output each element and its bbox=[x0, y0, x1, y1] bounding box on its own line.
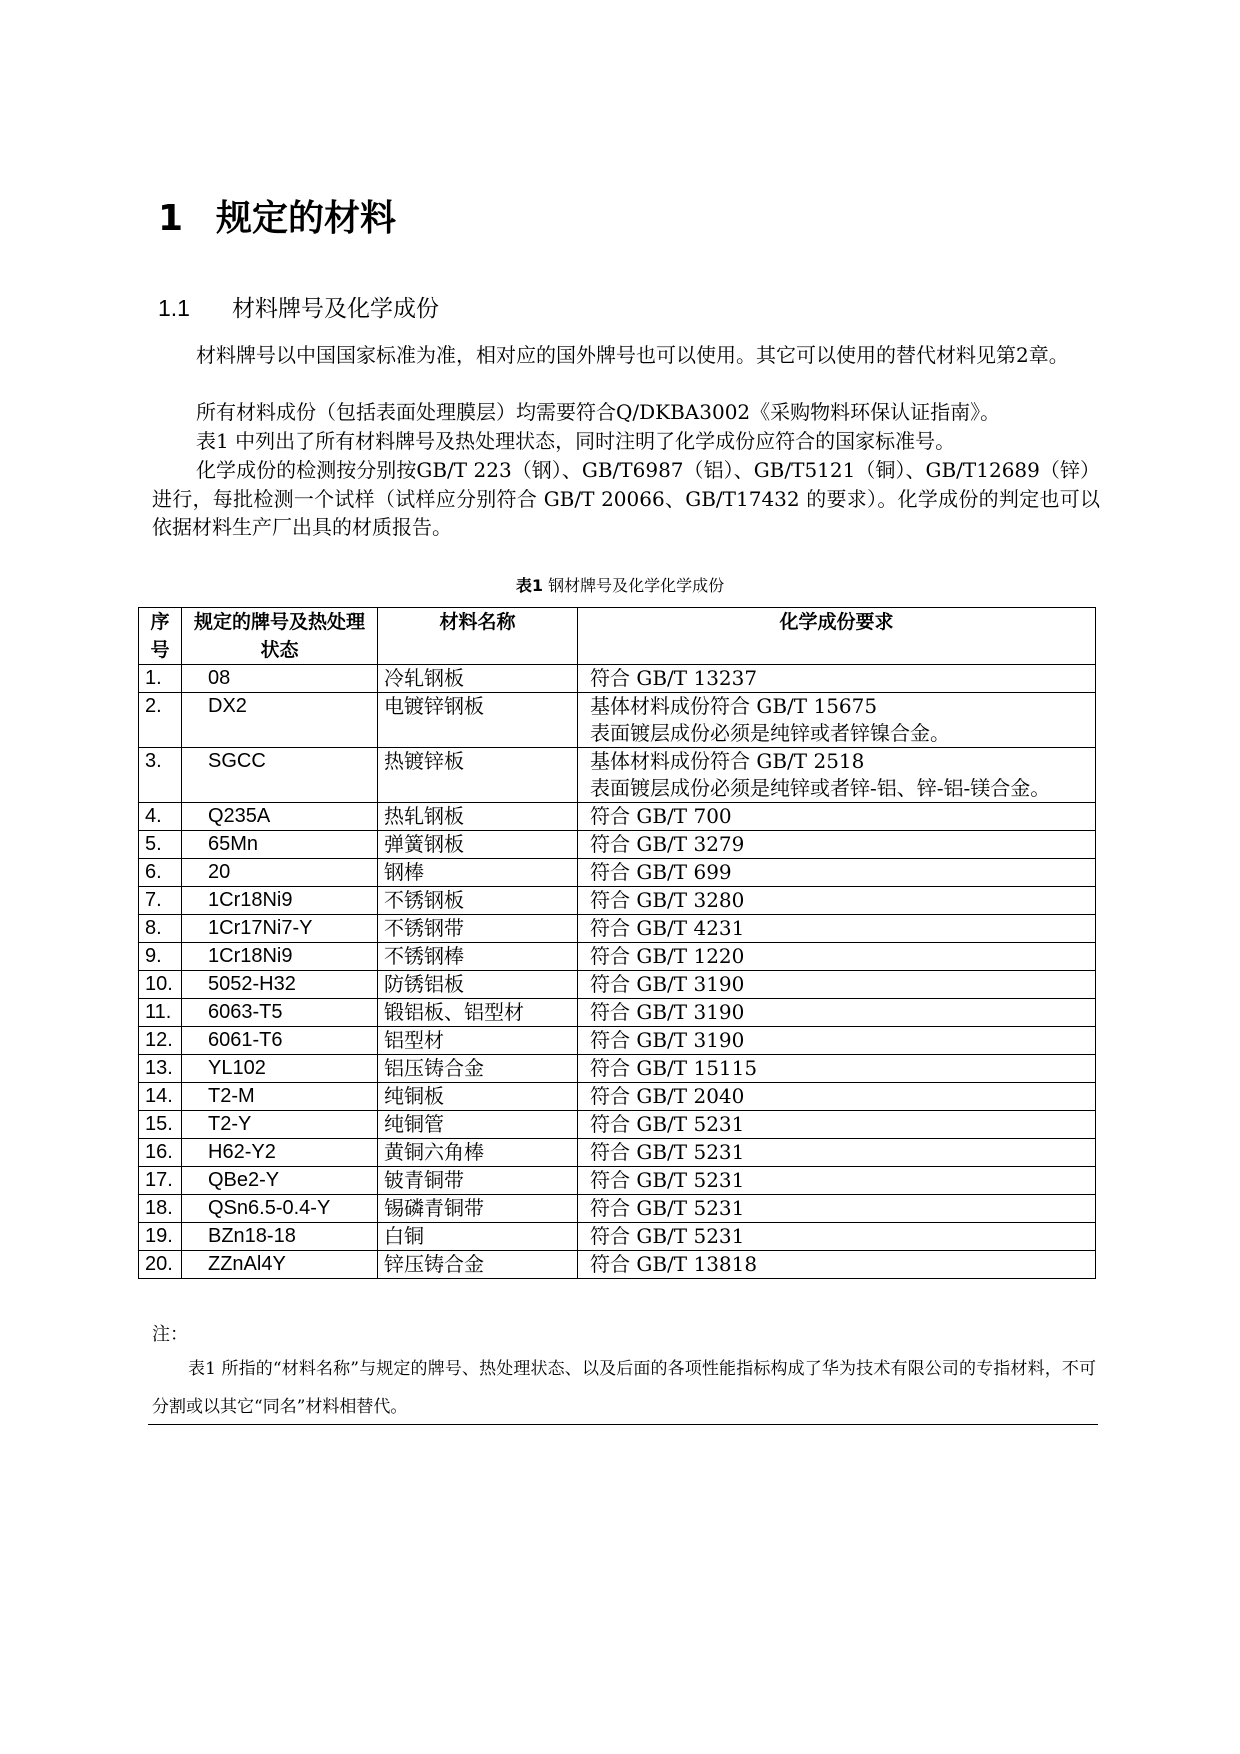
table-row bbox=[139, 1111, 1096, 1139]
row-chemical-requirement bbox=[578, 1167, 1096, 1195]
row-index: 8. bbox=[139, 915, 182, 943]
table-row bbox=[139, 943, 1096, 971]
requirement-line: 表面镀层成份必须是纯锌或者锌-铝、锌-铝-镁合金。 bbox=[590, 776, 1051, 800]
row-material-name: 电镀锌钢板 bbox=[378, 693, 578, 748]
materials-table bbox=[138, 607, 1096, 1279]
header-grade: 规定的牌号及热处理状态 bbox=[182, 608, 378, 665]
row-grade: 6061-T6 bbox=[182, 1027, 378, 1055]
table-row bbox=[139, 1055, 1096, 1083]
row-grade: SGCC bbox=[182, 748, 378, 803]
row-grade: ZZnAl4Y bbox=[182, 1251, 378, 1279]
row-chemical-requirement bbox=[578, 831, 1096, 859]
row-index: 3. bbox=[139, 748, 182, 803]
row-material-name: 黄铜六角棒 bbox=[378, 1139, 578, 1167]
row-material-name: 铍青铜带 bbox=[378, 1167, 578, 1195]
row-grade: 1Cr17Ni7-Y bbox=[182, 915, 378, 943]
note-label: 注： bbox=[152, 1324, 188, 1345]
row-grade: YL102 bbox=[182, 1055, 378, 1083]
row-grade: QBe2-Y bbox=[182, 1167, 378, 1195]
row-index: 17. bbox=[139, 1167, 182, 1195]
row-material-name: 不锈钢棒 bbox=[378, 943, 578, 971]
row-index: 16. bbox=[139, 1139, 182, 1167]
row-chemical-requirement bbox=[578, 1055, 1096, 1083]
row-chemical-requirement bbox=[578, 915, 1096, 943]
paragraph: 材料牌号以中国国家标准为准，相对应的国外牌号也可以使用。其它可以使用的替代材料见第2章。 bbox=[196, 343, 1069, 367]
row-chemical-requirement bbox=[578, 748, 1096, 803]
table-row bbox=[139, 693, 1096, 748]
row-chemical-requirement bbox=[578, 1195, 1096, 1223]
requirement-line: 符合 GB/T 1220 bbox=[590, 944, 745, 968]
row-material-name: 白铜 bbox=[378, 1223, 578, 1251]
requirement-line: 符合 GB/T 5231 bbox=[590, 1140, 745, 1164]
row-grade: 08 bbox=[182, 665, 378, 693]
row-material-name: 不锈钢板 bbox=[378, 887, 578, 915]
requirement-line: 符合 GB/T 5231 bbox=[590, 1224, 745, 1248]
row-grade: DX2 bbox=[182, 693, 378, 748]
row-grade: 20 bbox=[182, 859, 378, 887]
row-index: 4. bbox=[139, 803, 182, 831]
row-chemical-requirement bbox=[578, 943, 1096, 971]
row-index: 20. bbox=[139, 1251, 182, 1279]
table-caption bbox=[0, 573, 1240, 596]
row-chemical-requirement bbox=[578, 859, 1096, 887]
row-material-name: 不锈钢带 bbox=[378, 915, 578, 943]
row-material-name: 锌压铸合金 bbox=[378, 1251, 578, 1279]
subsection-title: 材料牌号及化学成份 bbox=[232, 295, 439, 321]
row-grade: 1Cr18Ni9 bbox=[182, 887, 378, 915]
requirement-line: 基体材料成份符合 GB/T 15675 bbox=[590, 694, 878, 718]
row-material-name: 锻铝板、铝型材 bbox=[378, 999, 578, 1027]
table-row bbox=[139, 999, 1096, 1027]
row-material-name: 钢棒 bbox=[378, 859, 578, 887]
row-chemical-requirement bbox=[578, 693, 1096, 748]
table-caption-text: 钢材牌号及化学化学成份 bbox=[543, 576, 725, 595]
table-row bbox=[139, 1251, 1096, 1279]
table-row bbox=[139, 1167, 1096, 1195]
table-row bbox=[139, 665, 1096, 693]
row-chemical-requirement bbox=[578, 1139, 1096, 1167]
row-material-name: 防锈铝板 bbox=[378, 971, 578, 999]
requirement-line: 符合 GB/T 699 bbox=[590, 860, 732, 884]
row-chemical-requirement bbox=[578, 1083, 1096, 1111]
requirement-line: 符合 GB/T 3190 bbox=[590, 972, 745, 996]
table-row bbox=[139, 803, 1096, 831]
row-grade: 5052-H32 bbox=[182, 971, 378, 999]
table-row bbox=[139, 1223, 1096, 1251]
paragraph: 所有材料成份（包括表面处理膜层）均需要符合Q/DKBA3002《采购物料环保认证指南》。 bbox=[196, 400, 1001, 424]
row-index: 18. bbox=[139, 1195, 182, 1223]
header-index: 序号 bbox=[139, 608, 182, 665]
table-row bbox=[139, 831, 1096, 859]
table-row bbox=[139, 859, 1096, 887]
requirement-line: 基体材料成份符合 GB/T 2518 bbox=[590, 749, 865, 773]
row-material-name: 冷轧钢板 bbox=[378, 665, 578, 693]
row-index: 6. bbox=[139, 859, 182, 887]
row-index: 7. bbox=[139, 887, 182, 915]
row-material-name: 纯铜管 bbox=[378, 1111, 578, 1139]
row-material-name: 热轧钢板 bbox=[378, 803, 578, 831]
row-chemical-requirement bbox=[578, 665, 1096, 693]
row-chemical-requirement bbox=[578, 999, 1096, 1027]
row-grade: Q235A bbox=[182, 803, 378, 831]
row-index: 10. bbox=[139, 971, 182, 999]
row-chemical-requirement bbox=[578, 1111, 1096, 1139]
row-grade: H62-Y2 bbox=[182, 1139, 378, 1167]
requirement-line: 符合 GB/T 15115 bbox=[590, 1056, 758, 1080]
row-chemical-requirement bbox=[578, 1223, 1096, 1251]
row-grade: T2-M bbox=[182, 1083, 378, 1111]
row-index: 14. bbox=[139, 1083, 182, 1111]
subsection-heading bbox=[158, 290, 439, 323]
table-row bbox=[139, 1195, 1096, 1223]
requirement-line: 表面镀层成份必须是纯锌或者锌镍合金。 bbox=[590, 721, 950, 745]
table-row bbox=[139, 915, 1096, 943]
requirement-line: 符合 GB/T 3280 bbox=[590, 888, 745, 912]
row-grade: 1Cr18Ni9 bbox=[182, 943, 378, 971]
table-row bbox=[139, 1083, 1096, 1111]
requirement-line: 符合 GB/T 3279 bbox=[590, 832, 745, 856]
section-number: 1 bbox=[158, 198, 184, 239]
row-index: 9. bbox=[139, 943, 182, 971]
requirement-line: 符合 GB/T 700 bbox=[590, 804, 732, 828]
row-grade: 6063-T5 bbox=[182, 999, 378, 1027]
requirement-line: 符合 GB/T 3190 bbox=[590, 1000, 745, 1024]
row-chemical-requirement bbox=[578, 971, 1096, 999]
row-material-name: 锡磷青铜带 bbox=[378, 1195, 578, 1223]
subsection-number: 1.1 bbox=[158, 295, 190, 321]
row-chemical-requirement bbox=[578, 1027, 1096, 1055]
section-heading bbox=[158, 190, 396, 241]
row-index: 19. bbox=[139, 1223, 182, 1251]
row-grade: 65Mn bbox=[182, 831, 378, 859]
requirement-line: 符合 GB/T 13818 bbox=[590, 1252, 758, 1276]
requirement-line: 符合 GB/T 5231 bbox=[590, 1112, 745, 1136]
table-header-row bbox=[139, 608, 1096, 665]
row-index: 12. bbox=[139, 1027, 182, 1055]
row-material-name: 铝型材 bbox=[378, 1027, 578, 1055]
requirement-line: 符合 GB/T 5231 bbox=[590, 1196, 745, 1220]
section-title: 规定的材料 bbox=[216, 198, 397, 239]
row-index: 1. bbox=[139, 665, 182, 693]
divider bbox=[148, 1424, 1098, 1425]
row-material-name: 铝压铸合金 bbox=[378, 1055, 578, 1083]
requirement-line: 符合 GB/T 13237 bbox=[590, 666, 758, 690]
row-index: 13. bbox=[139, 1055, 182, 1083]
requirement-line: 符合 GB/T 2040 bbox=[590, 1084, 745, 1108]
table-row bbox=[139, 971, 1096, 999]
requirement-line: 符合 GB/T 3190 bbox=[590, 1028, 745, 1052]
paragraph: 化学成份的检测按分别按GB/T 223（钢）、GB/T6987（铝）、GB/T5121（铜）、GB/T12689（锌）进行，每批检测一个试样（试样应分别符合 GB/T 20066、GB/T17432 的要求）。化学成份的判定也可以依据材料生产厂出具的材质报告。 bbox=[152, 458, 1100, 539]
requirement-line: 符合 GB/T 4231 bbox=[590, 916, 745, 940]
row-material-name: 热镀锌板 bbox=[378, 748, 578, 803]
row-index: 15. bbox=[139, 1111, 182, 1139]
row-index: 11. bbox=[139, 999, 182, 1027]
row-index: 5. bbox=[139, 831, 182, 859]
row-grade: QSn6.5-0.4-Y bbox=[182, 1195, 378, 1223]
row-material-name: 纯铜板 bbox=[378, 1083, 578, 1111]
requirement-line: 符合 GB/T 5231 bbox=[590, 1168, 745, 1192]
table-row bbox=[139, 1139, 1096, 1167]
table-row bbox=[139, 887, 1096, 915]
header-material-name: 材料名称 bbox=[378, 608, 578, 665]
row-index: 2. bbox=[139, 693, 182, 748]
table-row bbox=[139, 748, 1096, 803]
row-chemical-requirement bbox=[578, 1251, 1096, 1279]
paragraph: 表1 中列出了所有材料牌号及热处理状态，同时注明了化学成份应符合的国家标准号。 bbox=[196, 429, 956, 453]
header-chemical-requirement: 化学成份要求 bbox=[578, 608, 1096, 665]
note-text: 表1 所指的“材料名称”与规定的牌号、热处理状态、以及后面的各项性能指标构成了华为技术有限公司的专指材料，不可分割或以其它“同名”材料相替代。 bbox=[152, 1359, 1096, 1417]
row-material-name: 弹簧钢板 bbox=[378, 831, 578, 859]
table-caption-label: 表1 bbox=[515, 576, 544, 595]
row-chemical-requirement bbox=[578, 803, 1096, 831]
row-grade: T2-Y bbox=[182, 1111, 378, 1139]
table-row bbox=[139, 1027, 1096, 1055]
row-grade: BZn18-18 bbox=[182, 1223, 378, 1251]
row-chemical-requirement bbox=[578, 887, 1096, 915]
